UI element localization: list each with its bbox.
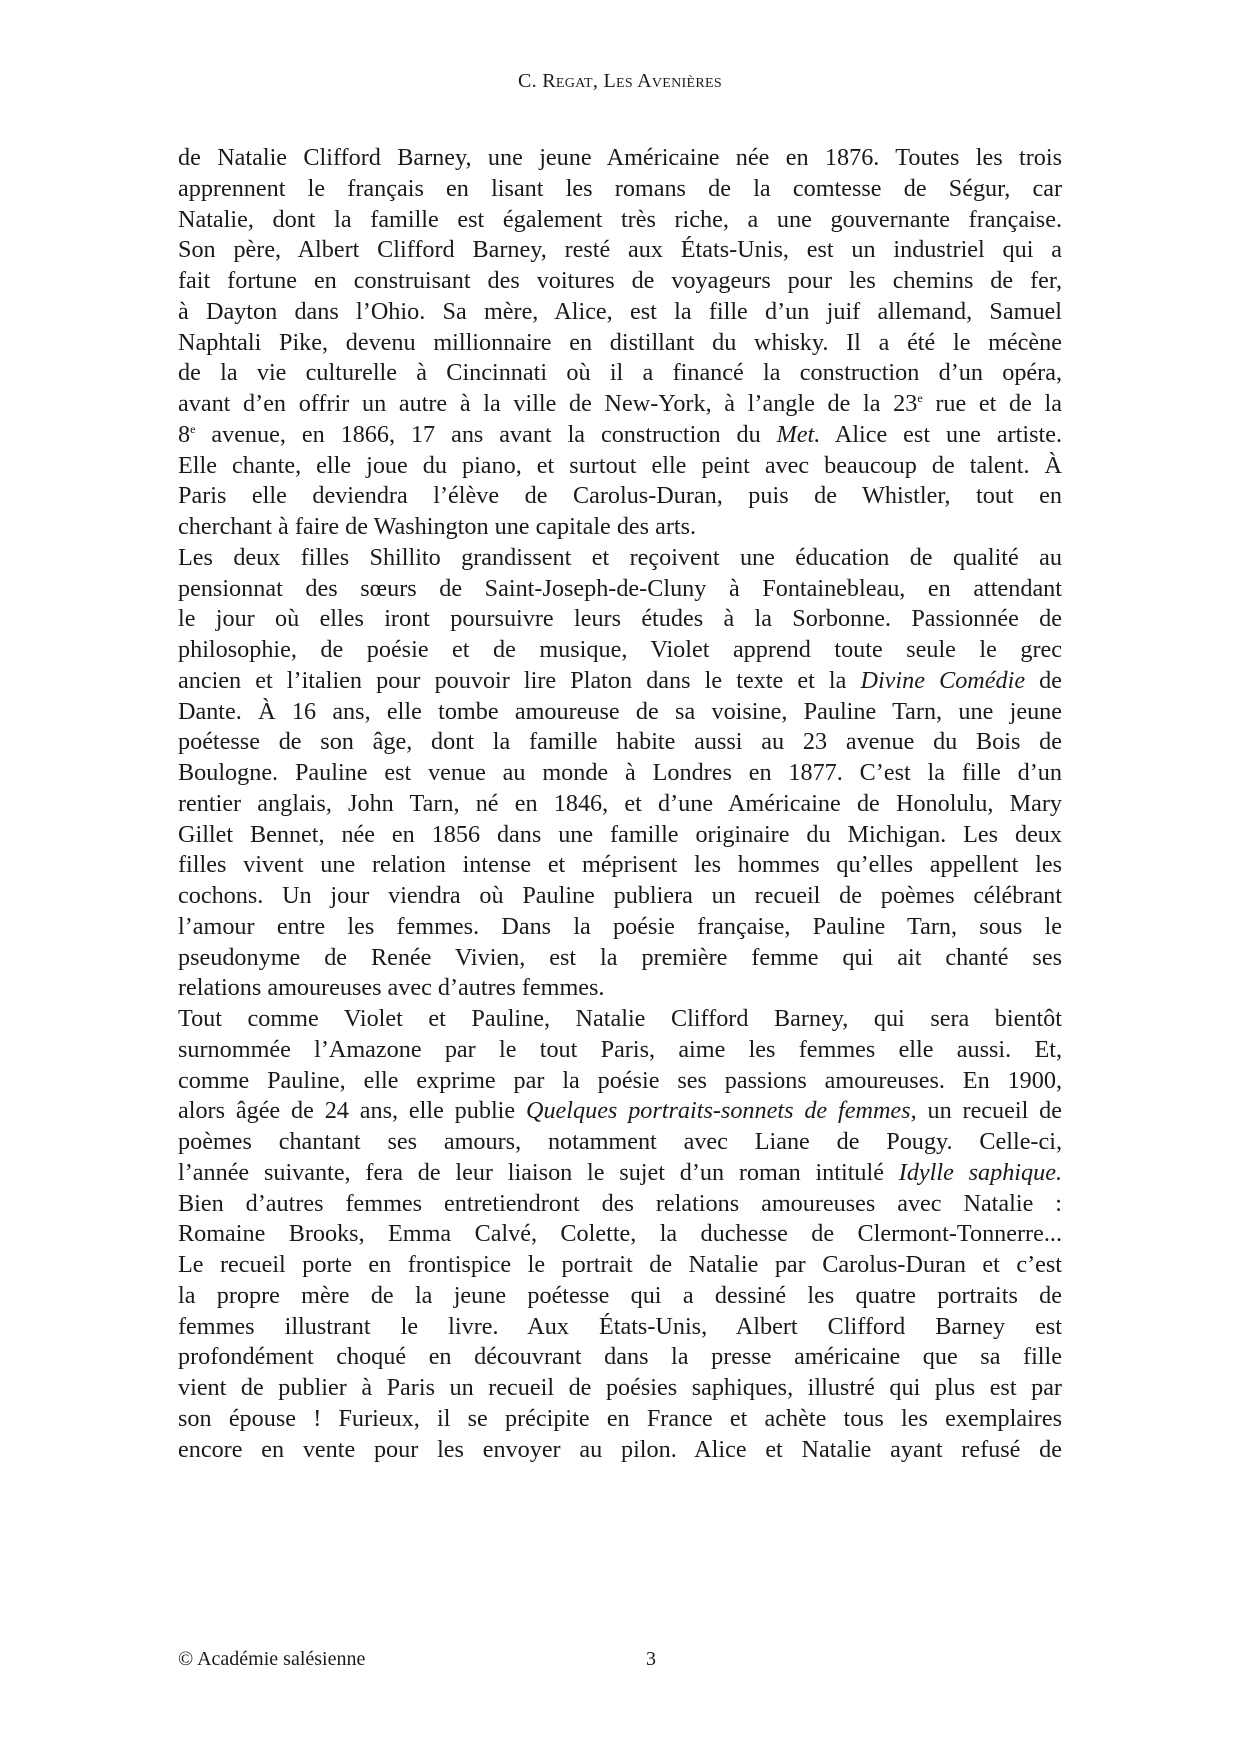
paragraph-1	[178, 143, 1062, 543]
text-line: Romaine Brooks, Emma Calvé, Colette, la duchesse de Clermont-Tonnerre...	[178, 1220, 1062, 1248]
text-line: Les deux filles Shillito grandissent et reçoivent une éducation de qualité au	[178, 543, 1062, 571]
text-line: Paris elle deviendra l’élève de Carolus-Duran, puis de Whistler, tout en	[178, 482, 1062, 510]
text-line: cherchant à faire de Washington une capitale des arts.	[178, 513, 697, 540]
text-line	[178, 1096, 1062, 1127]
header-title: C. Regat, Les Avenières	[518, 70, 722, 92]
text-line: femmes illustrant le livre. Aux États-Unis, Albert Clifford Barney est	[178, 1312, 1062, 1340]
text-line: poèmes chantant ses amours, notamment avec Liane de Pougy. Celle-ci,	[178, 1128, 1062, 1155]
text-run: l’année suivante, fera de leur liaison le sujet d’un roman intitulé	[178, 1158, 899, 1186]
text-run: 8	[178, 420, 191, 448]
text-run: rue et de la	[922, 390, 1062, 417]
text-line: fait fortune en construisant des voitures de voyageurs pour les chemins de fer,	[178, 267, 1062, 294]
superscript: e	[190, 421, 196, 436]
text-run: avant d’en offrir un autre à la ville de New-York, à l’angle de la 23	[178, 390, 918, 417]
text-line: poétesse de son âge, dont la famille habite aussi au 23 avenue du Bois de	[178, 728, 1062, 756]
text-line: Dante. À 16 ans, elle tombe amoureuse de sa voisine, Pauline Tarn, une jeune	[178, 697, 1062, 725]
text-line: Boulogne. Pauline est venue au monde à Londres en 1877. C’est la fille d’un	[178, 759, 1062, 786]
document-body	[178, 143, 1062, 1465]
italic-title: Quelques portraits-sonnets de femmes,	[525, 1097, 917, 1125]
text-line: relations amoureuses avec d’autres femmes.	[178, 974, 605, 1002]
paragraph-3	[178, 1004, 1062, 1465]
text-line: le jour où elles iront poursuivre leurs études à la Sorbonne. Passionnée de	[178, 605, 1062, 633]
text-line: Gillet Bennet, née en 1856 dans une famille originaire du Michigan. Les deux	[178, 820, 1062, 848]
text-line: surnommée l’Amazone par le tout Paris, aime les femmes elle aussi. Et,	[178, 1035, 1062, 1063]
text-line: la propre mère de la jeune poétesse qui a dessiné les quatre portraits de	[178, 1281, 1062, 1309]
text-line: filles vivent une relation intense et méprisent les hommes qu’elles appellent les	[178, 851, 1062, 879]
text-line: encore en vente pour les envoyer au pilon. Alice et Natalie ayant refusé de	[178, 1435, 1062, 1463]
text-line: Elle chante, elle joue du piano, et surtout elle peint avec beaucoup de talent. À	[178, 451, 1062, 479]
running-header	[0, 70, 1240, 93]
text-line: son épouse ! Furieux, il se précipite en France et achète tous les exemplaires	[178, 1404, 1062, 1432]
text-line	[178, 666, 1062, 697]
text-run: Alice est une artiste.	[820, 420, 1062, 448]
text-run: avenue, en 1866, 17 ans avant la construction du	[195, 420, 777, 448]
text-run: ancien et l’italien pour pouvoir lire Platon dans le texte et la	[178, 666, 861, 694]
text-run: alors âgée de 24 ans, elle publie	[178, 1097, 526, 1125]
text-line: comme Pauline, elle exprime par la poésie ses passions amoureuses. En 1900,	[178, 1066, 1062, 1094]
text-line: vient de publier à Paris un recueil de poésies saphiques, illustré qui plus est par	[178, 1374, 1062, 1401]
text-line: l’amour entre les femmes. Dans la poésie française, Pauline Tarn, sous le	[178, 912, 1062, 940]
italic-title: Divine Comédie	[860, 666, 1026, 694]
superscript: e	[917, 391, 923, 405]
text-line: Tout comme Violet et Pauline, Natalie Clifford Barney, qui sera bientôt	[178, 1005, 1062, 1032]
text-line: philosophie, de poésie et de musique, Violet apprend toute seule le grec	[178, 636, 1062, 663]
text-line: rentier anglais, John Tarn, né en 1846, et d’une Américaine de Honolulu, Mary	[178, 789, 1062, 817]
text-line: Naphtali Pike, devenu millionnaire en distillant du whisky. Il a été le mécène	[178, 328, 1062, 356]
text-line: apprennent le français en lisant les romans de la comtesse de Ségur, car	[178, 174, 1062, 202]
copyright-notice: © Académie salésienne	[178, 1648, 366, 1670]
text-line: Bien d’autres femmes entretiendront des relations amoureuses avec Natalie :	[178, 1189, 1062, 1217]
text-line: pensionnat des sœurs de Saint-Joseph-de-Cluny à Fontainebleau, en attendant	[178, 574, 1062, 602]
page-number: 3	[646, 1648, 656, 1670]
text-run: de	[1025, 666, 1063, 694]
text-run: un recueil de	[916, 1097, 1063, 1125]
text-line: pseudonyme de Renée Vivien, est la première femme qui ait chanté ses	[178, 943, 1062, 971]
text-line: cochons. Un jour viendra où Pauline publiera un recueil de poèmes célébrant	[178, 882, 1062, 909]
italic-title: Idylle saphique.	[898, 1158, 1062, 1186]
text-line: Son père, Albert Clifford Barney, resté aux États-Unis, est un industriel qui a	[178, 236, 1062, 264]
text-line	[178, 420, 1062, 451]
italic-title: Met.	[776, 420, 821, 448]
text-line	[178, 1158, 1062, 1189]
text-line: profondément choqué en découvrant dans la presse américaine que sa fille	[178, 1343, 1062, 1371]
text-line: de Natalie Clifford Barney, une jeune Américaine née en 1876. Toutes les trois	[178, 144, 1062, 171]
text-line: de la vie culturelle à Cincinnati où il a financé la construction d’un opéra,	[178, 359, 1062, 387]
text-line: Natalie, dont la famille est également très riche, a une gouvernante française.	[178, 205, 1062, 233]
text-line: à Dayton dans l’Ohio. Sa mère, Alice, est la fille d’un juif allemand, Samuel	[178, 297, 1062, 325]
paragraph-2	[178, 543, 1062, 1004]
text-line	[178, 389, 1062, 420]
text-line: Le recueil porte en frontispice le portrait de Natalie par Carolus-Duran et c’est	[178, 1251, 1062, 1278]
